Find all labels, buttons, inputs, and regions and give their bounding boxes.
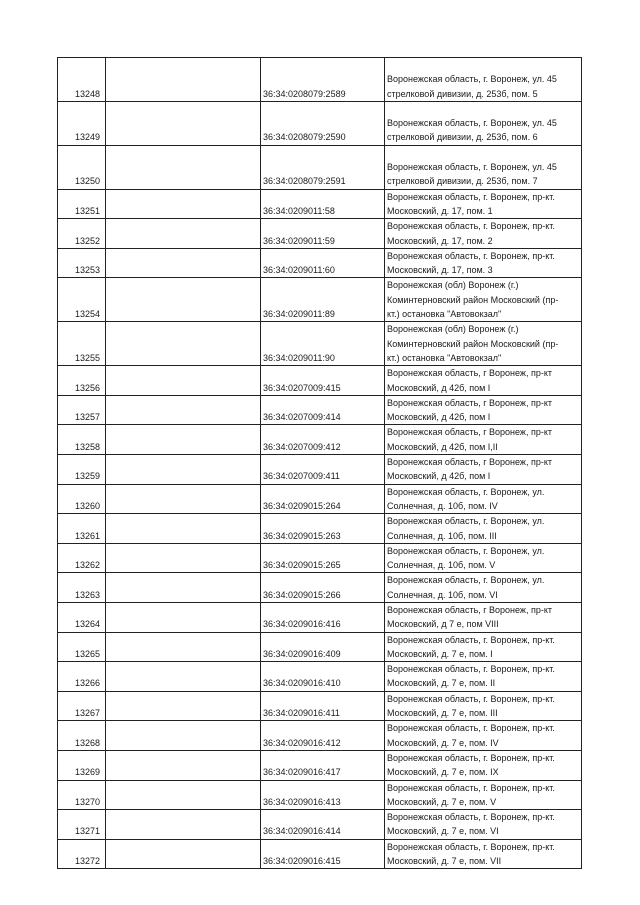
address-cell xyxy=(385,425,582,455)
address-line: Московский, д. 17, пом. 1 xyxy=(387,205,493,216)
cadastral-number: 36:34:0209016:415 xyxy=(261,839,385,869)
address-line: Московский, д. 7 е, пом. I xyxy=(387,648,493,659)
table-row xyxy=(58,145,582,189)
address-line: Московский, д. 7 е, пом. IV xyxy=(387,737,499,748)
address-line: Коминтерновский район Московский (пр- xyxy=(387,338,559,349)
row-number: 13272 xyxy=(58,839,106,869)
address-cell xyxy=(385,455,582,485)
address-line: Московский, д. 7 е, пом. III xyxy=(387,708,498,719)
address-line: Московский, д. 7 е, пом. VI xyxy=(387,826,499,837)
address-line: Солнечная, д. 10б, пом. IV xyxy=(387,500,498,511)
table-row xyxy=(58,219,582,249)
table-row xyxy=(58,189,582,219)
address-cell xyxy=(385,395,582,425)
address-line: стрелковой дивизии, д. 253б, пом. 5 xyxy=(387,88,538,99)
address-line: Московский, д. 17, пом. 3 xyxy=(387,265,493,276)
table-row xyxy=(58,425,582,455)
address-cell xyxy=(385,219,582,249)
table-row xyxy=(58,632,582,662)
row-number: 13264 xyxy=(58,602,106,632)
address-line: Воронежская область, г Воронеж, пр-кт xyxy=(387,457,552,468)
address-line: Солнечная, д. 10б, пом. VI xyxy=(387,589,498,600)
cadastral-number: 36:34:0209011:89 xyxy=(261,278,385,322)
address-cell xyxy=(385,662,582,692)
table-row xyxy=(58,810,582,840)
address-line: Московский, д 42б, пом I xyxy=(387,382,491,393)
row-number: 13251 xyxy=(58,189,106,219)
empty-cell xyxy=(106,721,261,751)
cadastral-number: 36:34:0209016:414 xyxy=(261,810,385,840)
row-number: 13262 xyxy=(58,543,106,573)
address-line: кт.) остановка "Автовокзал" xyxy=(387,309,502,320)
address-line: Московский, д. 7 е, пом. IX xyxy=(387,767,499,778)
cadastral-number: 36:34:0209016:412 xyxy=(261,721,385,751)
address-line: Воронежская (обл) Воронеж (г.) xyxy=(387,324,519,335)
registry-table-body xyxy=(58,58,582,869)
table-row xyxy=(58,455,582,485)
row-number: 13265 xyxy=(58,632,106,662)
table-row xyxy=(58,602,582,632)
address-cell xyxy=(385,189,582,219)
table-row xyxy=(58,248,582,278)
address-cell xyxy=(385,484,582,514)
row-number: 13263 xyxy=(58,573,106,603)
address-line: Воронежская область, г Воронеж, пр-кт xyxy=(387,397,552,408)
address-line: Московский, д. 7 е, пом. II xyxy=(387,678,496,689)
address-line: стрелковой дивизии, д. 253б, пом. 7 xyxy=(387,176,538,187)
address-line: Воронежская область, г Воронеж, пр-кт xyxy=(387,604,552,615)
row-number: 13255 xyxy=(58,322,106,366)
empty-cell xyxy=(106,839,261,869)
address-line: Московский, д 42б, пом I,II xyxy=(387,441,498,452)
address-cell xyxy=(385,543,582,573)
table-row xyxy=(58,780,582,810)
row-number: 13252 xyxy=(58,219,106,249)
cadastral-number: 36:34:0209011:59 xyxy=(261,219,385,249)
table-row xyxy=(58,691,582,721)
address-line: Московский, д. 7 е, пом. V xyxy=(387,796,497,807)
address-line: Воронежская область, г. Воронеж, ул. 45 xyxy=(387,162,557,173)
table-row xyxy=(58,278,582,322)
row-number: 13254 xyxy=(58,278,106,322)
cadastral-number: 36:34:0207009:411 xyxy=(261,455,385,485)
table-row xyxy=(58,484,582,514)
row-number: 13270 xyxy=(58,780,106,810)
empty-cell xyxy=(106,322,261,366)
address-line: Воронежская область, г. Воронеж, ул. xyxy=(387,575,545,586)
table-row xyxy=(58,662,582,692)
address-line: Воронежская область, г. Воронеж, ул. xyxy=(387,516,545,527)
address-cell xyxy=(385,691,582,721)
address-cell xyxy=(385,366,582,396)
row-number: 13248 xyxy=(58,58,106,102)
address-cell xyxy=(385,278,582,322)
empty-cell xyxy=(106,101,261,145)
address-line: Воронежская область, г. Воронеж, пр-кт. xyxy=(387,693,555,704)
address-cell xyxy=(385,101,582,145)
cadastral-number: 36:34:0207009:412 xyxy=(261,425,385,455)
address-line: стрелковой дивизии, д. 253б, пом. 6 xyxy=(387,132,538,143)
cadastral-number: 36:34:0207009:415 xyxy=(261,366,385,396)
cadastral-number: 36:34:0208079:2590 xyxy=(261,101,385,145)
cadastral-number: 36:34:0209011:90 xyxy=(261,322,385,366)
empty-cell xyxy=(106,602,261,632)
table-row xyxy=(58,322,582,366)
empty-cell xyxy=(106,366,261,396)
address-line: Воронежская область, г Воронеж, пр-кт xyxy=(387,368,552,379)
address-line: Солнечная, д. 10б, пом. III xyxy=(387,530,497,541)
cadastral-number: 36:34:0207009:414 xyxy=(261,395,385,425)
empty-cell xyxy=(106,425,261,455)
table-row xyxy=(58,395,582,425)
row-number: 13267 xyxy=(58,691,106,721)
cadastral-number: 36:34:0208079:2591 xyxy=(261,145,385,189)
address-line: Воронежская область, г. Воронеж, пр-кт. xyxy=(387,723,555,734)
registry-table xyxy=(57,57,582,869)
cadastral-number: 36:34:0208079:2589 xyxy=(261,58,385,102)
address-line: Воронежская область, г. Воронеж, ул. 45 xyxy=(387,118,557,129)
empty-cell xyxy=(106,248,261,278)
table-row xyxy=(58,839,582,869)
row-number: 13261 xyxy=(58,514,106,544)
row-number: 13260 xyxy=(58,484,106,514)
address-line: Воронежская область, г. Воронеж, пр-кт. xyxy=(387,812,555,823)
address-cell xyxy=(385,839,582,869)
address-line: Воронежская область, г. Воронеж, пр-кт. xyxy=(387,191,555,202)
cadastral-number: 36:34:0209015:263 xyxy=(261,514,385,544)
row-number: 13256 xyxy=(58,366,106,396)
address-line: Воронежская область, г. Воронеж, пр-кт. xyxy=(387,782,555,793)
address-line: Воронежская область, г. Воронеж, пр-кт. xyxy=(387,634,555,645)
cadastral-number: 36:34:0209016:410 xyxy=(261,662,385,692)
table-row xyxy=(58,366,582,396)
empty-cell xyxy=(106,189,261,219)
row-number: 13271 xyxy=(58,810,106,840)
row-number: 13250 xyxy=(58,145,106,189)
table-row xyxy=(58,573,582,603)
empty-cell xyxy=(106,219,261,249)
address-cell xyxy=(385,602,582,632)
row-number: 13249 xyxy=(58,101,106,145)
row-number: 13266 xyxy=(58,662,106,692)
address-line: Московский, д 42б, пом I xyxy=(387,471,491,482)
address-line: Воронежская область, г. Воронеж, ул. xyxy=(387,545,545,556)
address-line: Московский, д 42б, пом I xyxy=(387,412,491,423)
address-line: Солнечная, д. 10б, пом. V xyxy=(387,560,496,571)
address-cell xyxy=(385,721,582,751)
empty-cell xyxy=(106,484,261,514)
address-line: Воронежская область, г. Воронеж, пр-кт. xyxy=(387,250,555,261)
empty-cell xyxy=(106,750,261,780)
address-cell xyxy=(385,145,582,189)
table-row xyxy=(58,514,582,544)
row-number: 13269 xyxy=(58,750,106,780)
empty-cell xyxy=(106,278,261,322)
address-cell xyxy=(385,322,582,366)
cadastral-number: 36:34:0209016:409 xyxy=(261,632,385,662)
cadastral-number: 36:34:0209016:417 xyxy=(261,750,385,780)
address-cell xyxy=(385,248,582,278)
empty-cell xyxy=(106,632,261,662)
empty-cell xyxy=(106,780,261,810)
empty-cell xyxy=(106,58,261,102)
table-row xyxy=(58,750,582,780)
address-cell xyxy=(385,632,582,662)
empty-cell xyxy=(106,810,261,840)
empty-cell xyxy=(106,543,261,573)
empty-cell xyxy=(106,662,261,692)
empty-cell xyxy=(106,145,261,189)
address-line: Воронежская область, г. Воронеж, ул. xyxy=(387,486,545,497)
address-line: Воронежская область, г. Воронеж, ул. 45 xyxy=(387,74,557,85)
row-number: 13259 xyxy=(58,455,106,485)
cadastral-number: 36:34:0209015:266 xyxy=(261,573,385,603)
table-row xyxy=(58,101,582,145)
row-number: 13257 xyxy=(58,395,106,425)
address-line: Воронежская область, г. Воронеж, пр-кт. xyxy=(387,841,555,852)
address-cell xyxy=(385,810,582,840)
address-line: Воронежская область, г. Воронеж, пр-кт. xyxy=(387,664,555,675)
table-row xyxy=(58,543,582,573)
empty-cell xyxy=(106,691,261,721)
cadastral-number: 36:34:0209016:411 xyxy=(261,691,385,721)
address-line: Московский, д 7 е, пом VIII xyxy=(387,619,499,630)
cadastral-number: 36:34:0209016:413 xyxy=(261,780,385,810)
address-cell xyxy=(385,780,582,810)
empty-cell xyxy=(106,514,261,544)
row-number: 13268 xyxy=(58,721,106,751)
table-row xyxy=(58,721,582,751)
cadastral-number: 36:34:0209015:264 xyxy=(261,484,385,514)
address-line: Коминтерновский район Московский (пр- xyxy=(387,294,559,305)
table-row xyxy=(58,58,582,102)
address-line: Воронежская область, г Воронеж, пр-кт xyxy=(387,427,552,438)
address-cell xyxy=(385,514,582,544)
address-line: Московский, д. 7 е, пом. VII xyxy=(387,856,502,867)
address-line: Воронежская область, г. Воронеж, пр-кт. xyxy=(387,752,555,763)
cadastral-number: 36:34:0209011:58 xyxy=(261,189,385,219)
cadastral-number: 36:34:0209011:60 xyxy=(261,248,385,278)
row-number: 13253 xyxy=(58,248,106,278)
cadastral-number: 36:34:0209015:265 xyxy=(261,543,385,573)
empty-cell xyxy=(106,455,261,485)
empty-cell xyxy=(106,395,261,425)
address-line: кт.) остановка "Автовокзал" xyxy=(387,352,502,363)
address-cell xyxy=(385,573,582,603)
empty-cell xyxy=(106,573,261,603)
address-line: Воронежская область, г. Воронеж, пр-кт. xyxy=(387,221,555,232)
address-cell xyxy=(385,750,582,780)
address-line: Воронежская (обл) Воронеж (г.) xyxy=(387,280,519,291)
cadastral-number: 36:34:0209016:416 xyxy=(261,602,385,632)
row-number: 13258 xyxy=(58,425,106,455)
address-cell xyxy=(385,58,582,102)
address-line: Московский, д. 17, пом. 2 xyxy=(387,235,493,246)
